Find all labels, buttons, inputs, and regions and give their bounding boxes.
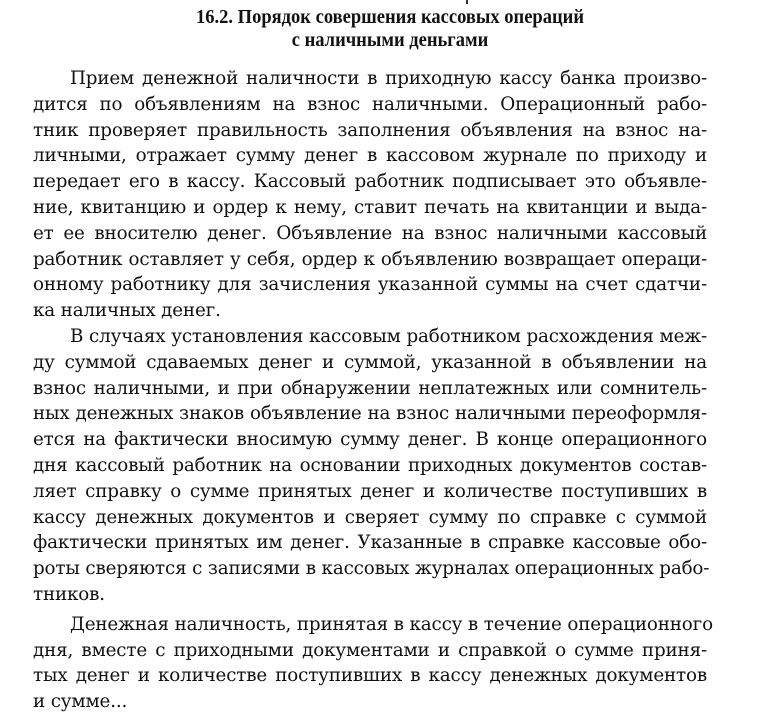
text-line: онному работнику для зачисления указанной суммы на счет сдатчи- (33, 274, 707, 296)
text-line: взнос наличными, и при обнаружении неплатежных или сомнитель- (33, 377, 707, 399)
scan-speck (466, 0, 468, 4)
text-line: ние, квитанцию и ордер к нему, ставит печать на квитанции и выда- (33, 196, 707, 218)
paragraph-3 (33, 612, 713, 713)
text-line: личными, отражает сумму денег в кассовом журнале по приходу и (33, 145, 707, 167)
text-line: ляет справку о сумме принятых денег и количестве поступивших в (33, 480, 707, 502)
text-line: Денежная наличность, принятая в кассу в течение операционного (70, 613, 713, 635)
text-line: Прием денежной наличности в приходную кассу банка произво- (70, 68, 707, 89)
text-line: дится по объявлениям на взнос наличными. Операционный рабо- (33, 93, 707, 115)
section-heading (172, 6, 609, 52)
text-line: тых денег и количестве поступивших в кассу денежных документов (33, 665, 707, 687)
text-line: ду суммой сдаваемых денег и суммой, указанной в объявлении на (33, 351, 707, 373)
text-line: ка наличных денег. (33, 300, 221, 322)
body-text (33, 66, 713, 713)
text-line: ет ее вносителю денег. Объявление на взнос наличными кассовый (33, 222, 707, 244)
text-line: тников. (33, 583, 105, 605)
text-line: работник оставляет у себя, ордер к объявлению возвращает операци- (33, 248, 707, 270)
text-line: фактически принятых им денег. Указанные в справке кассовые обо- (33, 532, 707, 554)
paragraph-1 (33, 66, 707, 324)
section-heading-line-2: с наличными деньгами (291, 30, 489, 51)
text-line: В случаях установления кассовым работником расхождения меж- (70, 325, 707, 347)
text-line: ных денежных знаков объявление на взнос наличными переоформля- (33, 403, 707, 425)
text-line: кассу денежных документов и сверяет сумму по справке с суммой (33, 506, 707, 528)
paragraph-2 (33, 324, 710, 608)
text-line: роты сверяются с записями в кассовых журналах операционных рабо- (33, 558, 710, 580)
text-line: дня, вместе с приходными документами и справкой о сумме приня- (33, 639, 707, 661)
text-line-cropped: и сумме... (33, 691, 128, 713)
text-line: ется на фактически вносимую сумму денег. В конце операционного (33, 429, 707, 451)
text-line: тник проверяет правильность заполнения объявления на взнос на- (33, 119, 707, 141)
text-line: дня кассовый работник на основании приходных документов состав- (33, 454, 707, 476)
section-heading-line-1: 16.2. Порядок совершения кассовых операций (195, 7, 585, 28)
text-line: передает его в кассу. Кассовый работник подписывает это объявле- (33, 171, 707, 193)
